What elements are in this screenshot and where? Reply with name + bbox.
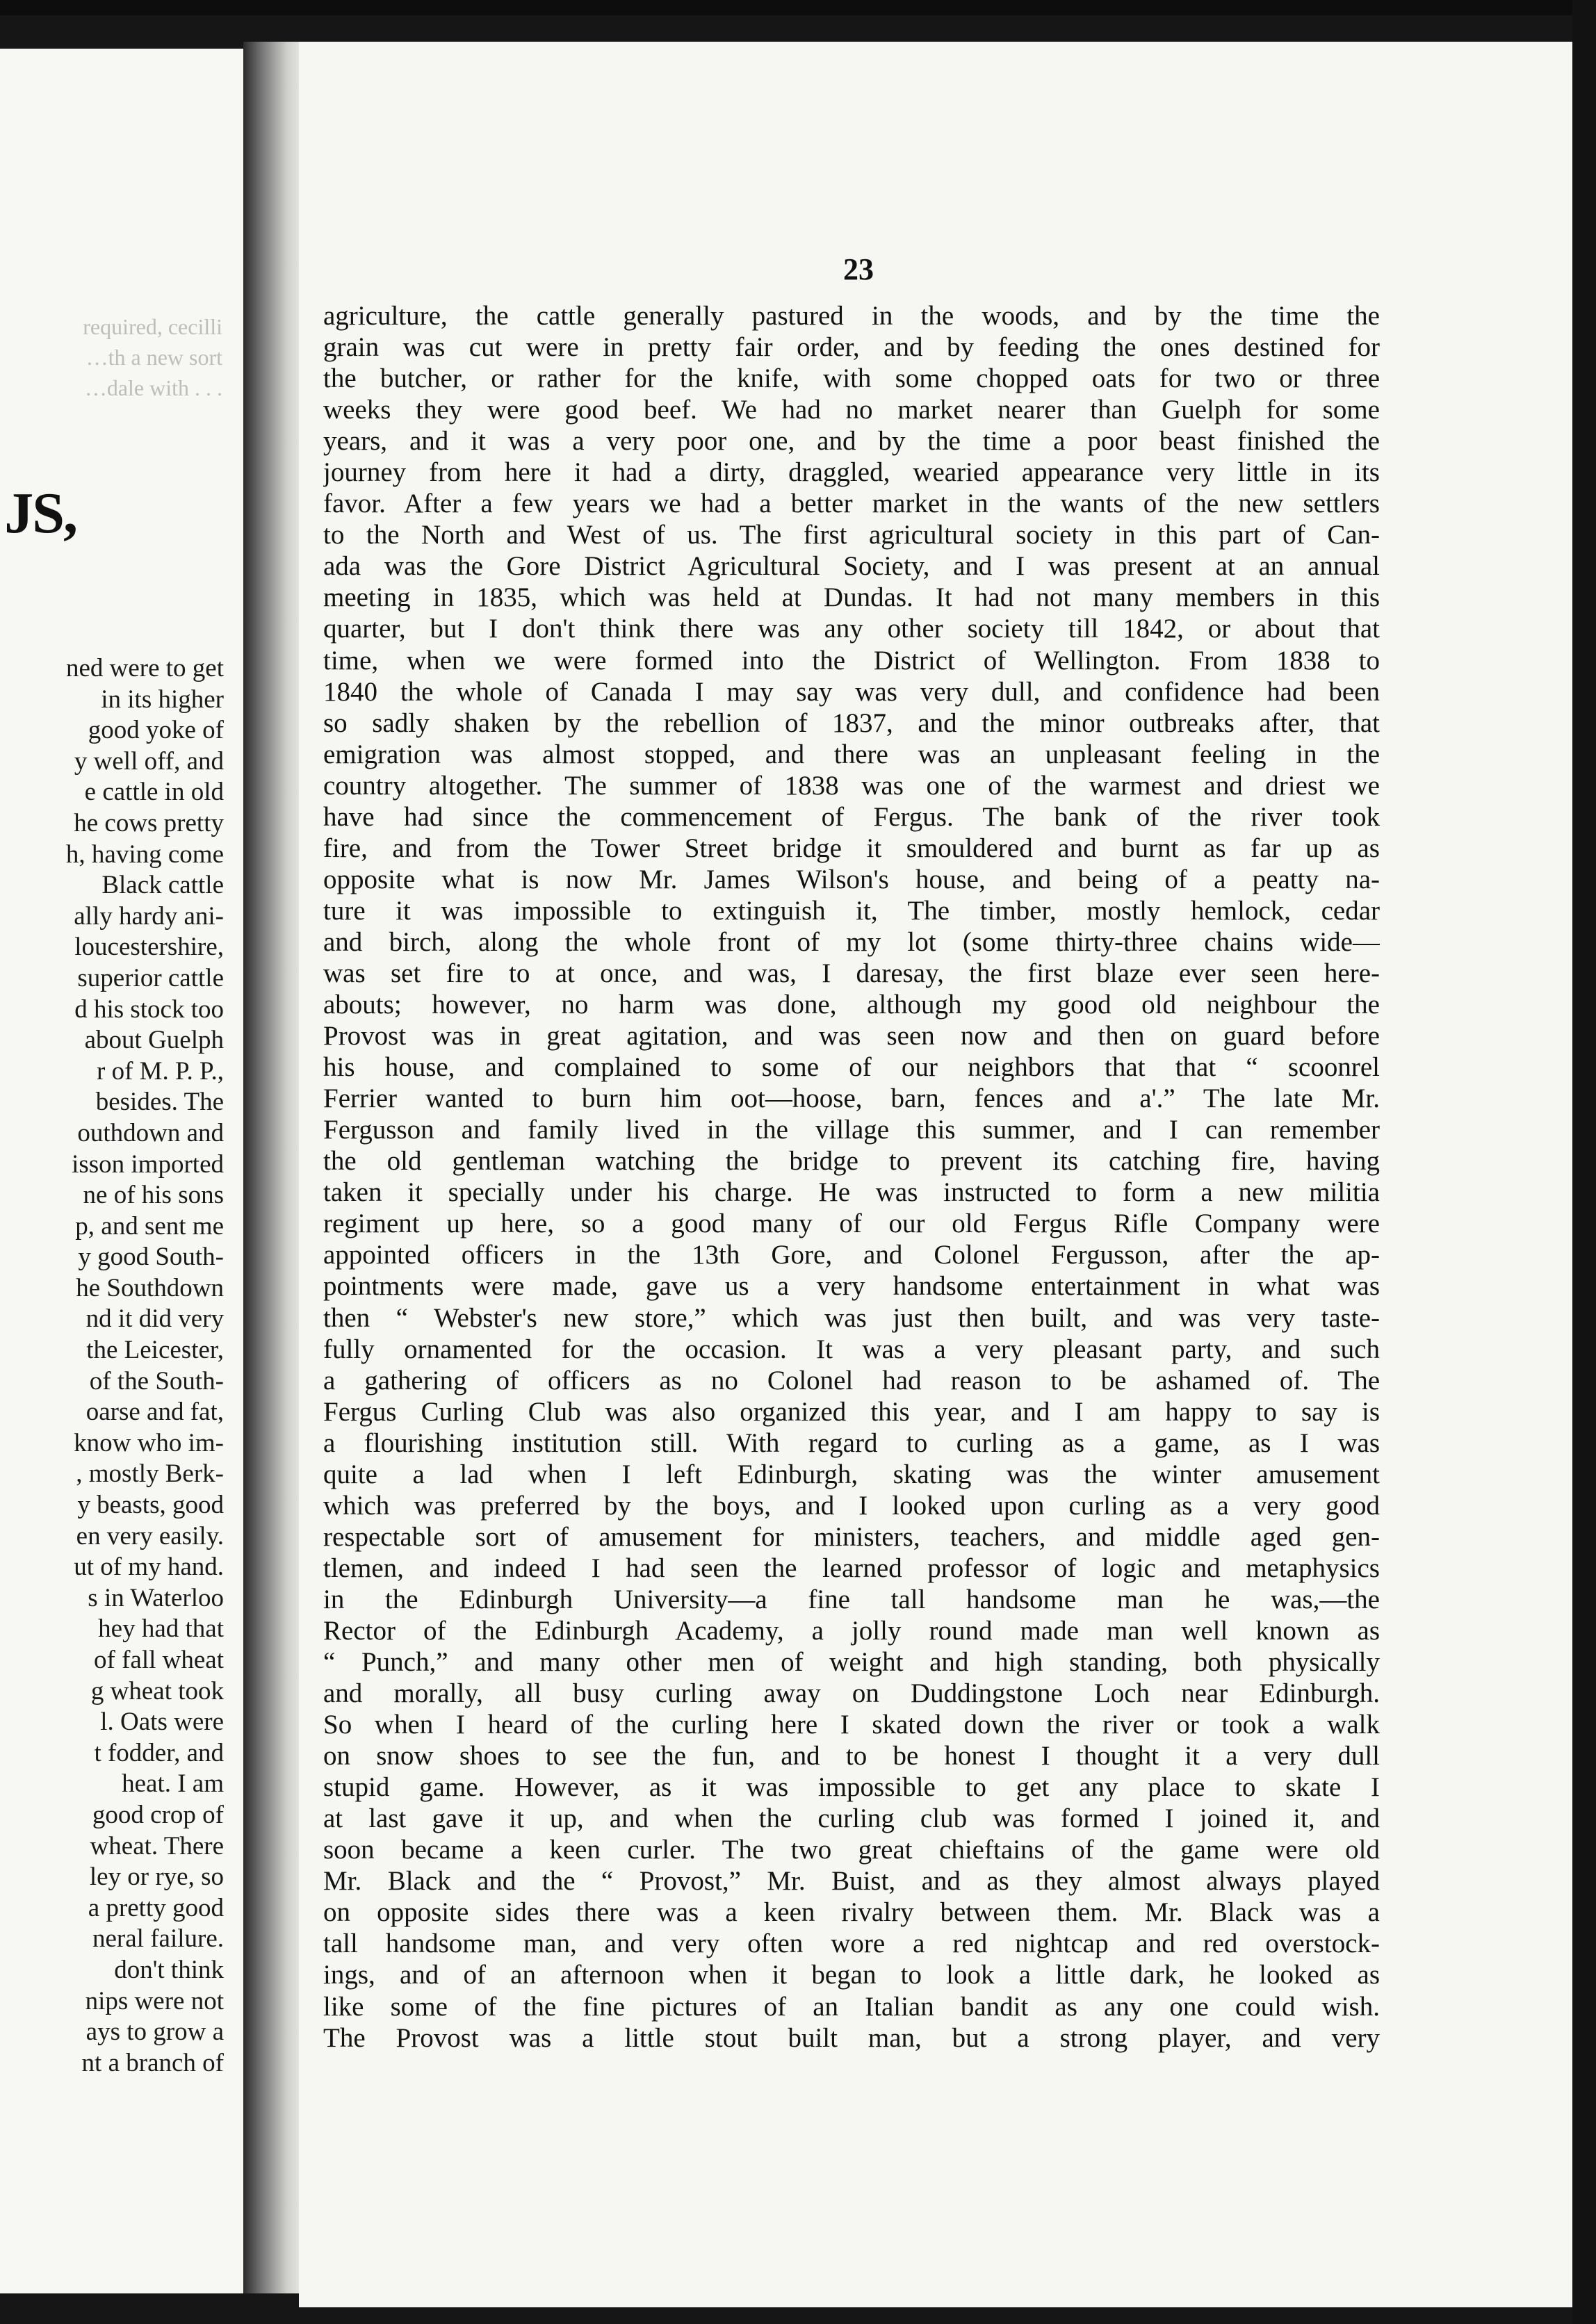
body-text-line: and birch, along the whole front of my lot (some thirty-three chains wide— (323, 926, 1380, 957)
left-page-text-line: h, having come (65, 840, 224, 869)
page-number: 23 (843, 252, 874, 286)
left-page-heading-fragment: JS, (4, 481, 76, 546)
left-page-text-line: in its higher (101, 685, 224, 714)
left-page-text-line: ley or rye, so (89, 1863, 224, 1892)
left-page-text-line: besides. The (95, 1088, 224, 1117)
left-page-faint-line: …dale with . . . (84, 375, 222, 400)
body-text-line: meeting in 1835, which was held at Dundas. It had not many members in this (323, 582, 1380, 613)
left-page-text-line: g wheat took (90, 1676, 224, 1705)
body-text-line: Fergus Curling Club was also organized this year, and I am happy to say is (323, 1396, 1380, 1427)
left-page-text-line: wheat. There (90, 1831, 224, 1860)
body-text-line: taken it specially under his charge. He was instructed to form a new militia (323, 1177, 1380, 1208)
body-text-line: agriculture, the cattle generally pastured in the woods, and by the time the (323, 301, 1380, 331)
left-page-text-line: y good South- (78, 1243, 224, 1272)
body-text-line: so sadly shaken by the rebellion of 1837, and the minor outbreaks after, that (323, 707, 1380, 738)
left-page-text-line: ally hardy ani- (74, 901, 224, 931)
body-text-line: The Provost was a little stout built man, but a strong player, and very (323, 2022, 1380, 2053)
left-page-text-line: ut of my hand. (74, 1553, 224, 1582)
scan-top-edge (0, 0, 1596, 15)
left-page-text-line: s in Waterloo (88, 1583, 224, 1612)
body-text-line: a flourishing institution still. With regard to curling as a game, as I was (323, 1427, 1380, 1458)
left-page-text-line: outhdown and (77, 1118, 224, 1147)
left-page-text-line: of fall wheat (94, 1646, 224, 1674)
body-text-line: “ Punch,” and many other men of weight and high standing, both physically (323, 1647, 1380, 1678)
left-page-text-line: nt a branch of (81, 2048, 224, 2077)
left-page-text-line: nd it did very (86, 1304, 224, 1334)
body-text-line: on opposite sides there was a keen rivalry between them. Mr. Black was a (323, 1897, 1380, 1928)
body-text-line: tall handsome man, and very often wore a red nightcap and red overstock- (323, 1929, 1380, 1959)
body-text-line: like some of the fine pictures of an Italian bandit as any one could wish. (323, 1991, 1380, 2022)
left-page-text-line: the Leicester, (86, 1336, 224, 1365)
body-text-line: So when I heard of the curling here I skated down the river or took a walk (323, 1710, 1380, 1740)
left-page-text-line: good crop of (92, 1800, 224, 1829)
left-page-text-line: isson imported (72, 1149, 224, 1179)
body-text-line: favor. After a few years we had a better market in the wants of the new settlers (323, 489, 1380, 519)
left-page-text-column (0, 653, 229, 2079)
body-text-line: journey from here it had a dirty, draggled, wearied appearance very little in its (323, 457, 1380, 488)
left-page-text-line: ays to grow a (86, 2018, 224, 2047)
body-text-line: fire, and from the Tower Street bridge it smouldered and burnt as far up as (323, 833, 1380, 863)
left-page-text-line: p, and sent me (75, 1211, 224, 1241)
body-text-line: in the Edinburgh University—a fine tall handsome man he was,—the (323, 1584, 1380, 1614)
body-text-line: stupid game. However, as it was impossible to get any place to skate I (323, 1772, 1380, 1803)
body-text-line: time, when we were formed into the District of Wellington. From 1838 to (323, 645, 1380, 676)
left-page-text-line: he Southdown (76, 1273, 224, 1302)
body-text-line: and morally, all busy curling away on Duddingstone Loch near Edinburgh. (323, 1678, 1380, 1709)
body-text-line: ada was the Gore District Agricultural Society, and I was present at an annual (323, 551, 1380, 582)
body-text-line: the butcher, or rather for the knife, with some chopped oats for two or three (323, 363, 1380, 394)
left-page-faint-line: required, cecilli (83, 314, 222, 339)
body-text-line: at last gave it up, and when the curling club was formed I joined it, and (323, 1803, 1380, 1834)
body-text-line: the old gentleman watching the bridge to prevent its catching fire, having (323, 1146, 1380, 1177)
body-text-line: Rector of the Edinburgh Academy, a jolly round made man well known as (323, 1615, 1380, 1646)
left-page-text-line: about Guelph (84, 1026, 224, 1055)
body-text-line: 1840 the whole of Canada I may say was very dull, and confidence had been (323, 676, 1380, 707)
left-page-text-line: know who im- (74, 1428, 224, 1457)
left-page-text-line: don't think (114, 1955, 224, 1984)
left-page-text-line: r of M. P. P., (97, 1056, 224, 1086)
book-gutter (243, 42, 306, 2293)
body-text-line: have had since the commencement of Fergus. The bank of the river took (323, 801, 1380, 832)
body-text-line: was set fire to at once, and was, I daresay, the first blaze ever seen here- (323, 958, 1380, 988)
body-text-line: weeks they were good beef. We had no market nearer than Guelph for some (323, 395, 1380, 425)
body-text-line: abouts; however, no harm was done, although my good old neighbour the (323, 990, 1380, 1020)
body-text-line: opposite what is now Mr. James Wilson's house, and being of a peatty na- (323, 864, 1380, 894)
left-page (0, 49, 243, 2293)
body-text-line: emigration was almost stopped, and there was an unpleasant feeling in the (323, 739, 1380, 769)
body-text-line: soon became a keen curler. The two great chieftains of the game were old (323, 1835, 1380, 1865)
body-text-line: to the North and West of us. The first agricultural society in this part of Can- (323, 520, 1380, 550)
body-text-line: Fergusson and family lived in the village this summer, and I can remember (323, 1115, 1380, 1145)
left-page-text-line: good yoke of (88, 716, 224, 745)
left-page-text-line: Black cattle (101, 871, 224, 900)
left-page-text-line: of the South- (89, 1366, 224, 1396)
left-page-text-line: a pretty good (88, 1893, 224, 1922)
left-page-text-line: ned were to get (65, 654, 224, 682)
left-page-faint-line: …th a new sort (86, 345, 222, 370)
left-page-text-line: t fodder, and (94, 1738, 224, 1767)
body-text-line: ture it was impossible to extinguish it, The timber, mostly hemlock, cedar (323, 895, 1380, 926)
body-text-line: country altogether. The summer of 1838 was one of the warmest and driest we (323, 770, 1380, 801)
body-text-line: ings, and of an afternoon when it began to look a little dark, he looked as (323, 1960, 1380, 1990)
left-page-text-line: hey had that (98, 1614, 224, 1644)
body-text-line: which was preferred by the boys, and I looked upon curling as a very good (323, 1490, 1380, 1521)
left-page-text-line: ne of his sons (83, 1181, 224, 1210)
left-page-text-line: heat. I am (122, 1769, 224, 1799)
scan-right-edge (1572, 0, 1596, 2324)
left-page-text-line: y beasts, good (77, 1491, 224, 1520)
left-page-bleed-through (0, 311, 243, 403)
body-text-line: then “ Webster's new store,” which was just then built, and was very taste- (323, 1302, 1380, 1333)
left-page-text-line: loucestershire, (74, 933, 224, 962)
left-page-text-line: , mostly Berk- (76, 1459, 224, 1489)
body-text-line: regiment up here, so a good many of our old Fergus Rifle Company were (323, 1209, 1380, 1239)
left-page-text-line: he cows pretty (74, 808, 224, 837)
body-text-line: Ferrier wanted to burn him oot—hoose, barn, fences and a'.” The late Mr. (323, 1083, 1380, 1114)
left-page-text-line: l. Oats were (100, 1708, 224, 1737)
body-text-line: quarter, but I don't think there was any other society till 1842, or about that (323, 614, 1380, 644)
body-text-line: on snow shoes to see the fun, and to be honest I thought it a very dull (323, 1741, 1380, 1771)
left-page-text-line: en very easily. (76, 1521, 224, 1550)
body-text-line: fully ornamented for the occasion. It was a very pleasant party, and such (323, 1334, 1380, 1364)
body-text-line: Provost was in great agitation, and was seen now and then on guard before (323, 1021, 1380, 1051)
body-text-column (323, 300, 1380, 2054)
left-page-text-line: e cattle in old (84, 778, 224, 807)
left-page-text-line: y well off, and (74, 746, 224, 776)
body-text-line: grain was cut were in pretty fair order, and by feeding the ones destined for (323, 332, 1380, 363)
body-text-line: appointed officers in the 13th Gore, and Colonel Fergusson, after the ap- (323, 1240, 1380, 1270)
left-page-text-line: neral failure. (92, 1924, 224, 1954)
body-text-line: Mr. Black and the “ Provost,” Mr. Buist, and as they almost always played (323, 1866, 1380, 1897)
left-page-text-line: oarse and fat, (86, 1398, 224, 1427)
body-text-line: pointments were made, gave us a very handsome entertainment in what was (323, 1271, 1380, 1302)
left-page-text-line: superior cattle (77, 963, 224, 992)
body-text-line: his house, and complained to some of our neighbors that that “ scoonrel (323, 1052, 1380, 1083)
body-text-line: respectable sort of amusement for ministers, teachers, and middle aged gen- (323, 1521, 1380, 1552)
left-page-text-line: d his stock too (74, 995, 224, 1024)
body-text-line: years, and it was a very poor one, and by the time a poor beast finished the (323, 426, 1380, 457)
body-text-line: tlemen, and indeed I had seen the learned professor of logic and metaphysics (323, 1553, 1380, 1583)
body-text-line: quite a lad when I left Edinburgh, skating was the winter amusement (323, 1459, 1380, 1489)
body-text-line: a gathering of officers as no Colonel had reason to be ashamed of. The (323, 1365, 1380, 1396)
left-page-text-line: nips were not (85, 1986, 224, 2015)
